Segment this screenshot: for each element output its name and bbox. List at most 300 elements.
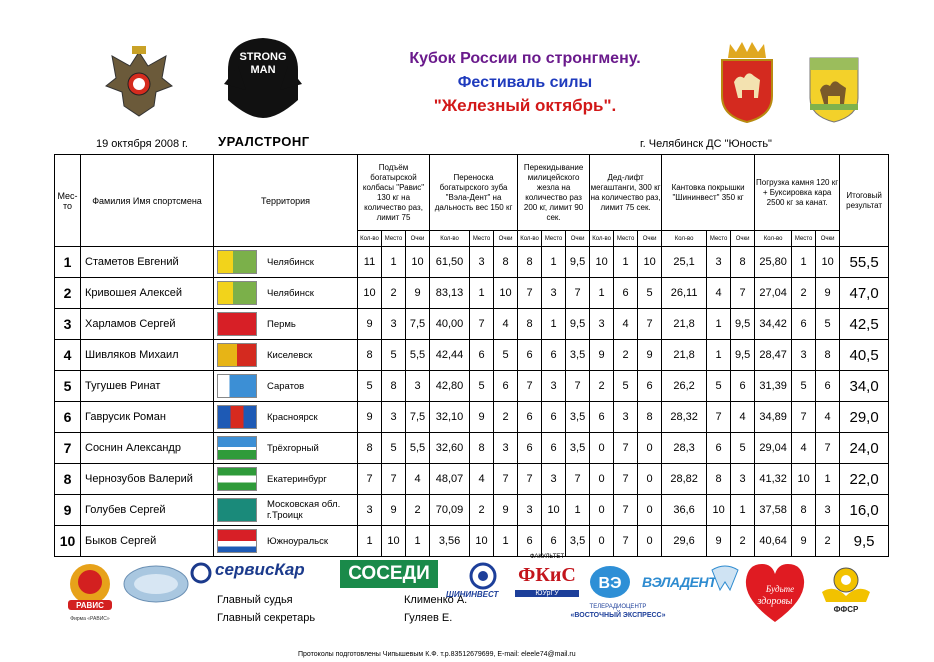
territory-label: Московская обл. г.Троицк [267,499,341,521]
count-cell: 7 [358,464,382,495]
sponsors-strip [60,554,880,630]
subheader-place: Место [614,231,638,247]
count-cell: 9 [590,340,614,371]
count-cell: 6 [518,340,542,371]
territory-label: Челябинск [267,256,314,268]
fkis-top: ФАКУЛЬТЕТ [529,554,565,560]
count-cell: 42,44 [430,340,470,371]
count-cell: 0 [590,526,614,557]
table-row [55,495,889,526]
subheader-points: Очки [406,231,430,247]
count-cell: 41,32 [755,464,792,495]
total-result-cell: 9,5 [840,526,889,557]
points-cell: 1 [406,526,430,557]
place-cell: 5 [55,371,81,402]
points-cell: 3,5 [566,402,590,433]
event-place-cell: 2 [382,278,406,309]
event-place-cell: 5 [382,340,406,371]
territory-flag-icon [217,250,257,274]
event-place-cell: 5 [792,371,816,402]
count-cell: 2 [590,371,614,402]
heart-logo [742,562,808,624]
event-place-cell: 10 [470,526,494,557]
territory-flag-icon [217,312,257,336]
count-cell: 6 [518,526,542,557]
points-cell: 0 [638,433,662,464]
chelyabinsk-oblast-crest [716,40,778,124]
event-place-cell: 3 [792,340,816,371]
points-cell: 10 [638,247,662,278]
event-place-cell: 2 [614,340,638,371]
count-cell: 7 [518,371,542,402]
points-cell: 4 [731,402,755,433]
event-place-cell: 6 [542,526,566,557]
subheader-place: Место [382,231,406,247]
points-cell: 6 [494,371,518,402]
subheader-place: Место [470,231,494,247]
count-cell: 21,8 [662,309,707,340]
athlete-name-cell: Стаметов Евгений [81,247,214,278]
points-cell: 7 [494,464,518,495]
shininvest-logo: ШИНИНВЕСТ [446,590,499,599]
territory-flag-icon [217,343,257,367]
event-place-cell: 2 [792,278,816,309]
territory-cell [214,371,358,402]
veladent-logo: ВЭЛАДЕНТ [642,574,717,590]
place-cell: 7 [55,433,81,464]
event-place-cell: 8 [382,371,406,402]
secretary-label: Главный секретарь [217,612,316,624]
territory-cell [214,495,358,526]
territory-label: Южноуральск [267,535,328,547]
tv-line-1: ТЕЛЕРАДИОЦЕНТР [589,604,647,610]
territory-label: Пермь [267,318,296,330]
event-place-cell: 4 [470,464,494,495]
points-cell: 0 [638,495,662,526]
athlete-name-cell: Тугушев Ринат [81,371,214,402]
points-cell: 7,5 [406,402,430,433]
header-event-6: Погрузка камня 120 кг + Буксировка кара 2500 кг за канат. [755,155,840,231]
event-place-cell: 10 [792,464,816,495]
territory-flag-icon [217,467,257,491]
table-row [55,433,889,464]
event-place-cell: 3 [542,464,566,495]
territory-flag-icon [217,374,257,398]
count-cell: 6 [518,433,542,464]
count-cell: 3 [518,495,542,526]
count-cell: 40,00 [430,309,470,340]
count-cell: 26,2 [662,371,707,402]
event-place-cell: 8 [470,433,494,464]
event-place-cell: 6 [542,402,566,433]
territory-cell [214,402,358,433]
total-result-cell: 29,0 [840,402,889,433]
points-cell: 6 [816,371,840,402]
ffsr-logo [818,562,874,616]
count-cell: 27,04 [755,278,792,309]
territory-label: Саратов [267,380,305,392]
event-place-cell: 10 [707,495,731,526]
event-place-cell: 1 [470,278,494,309]
event-place-cell: 6 [707,433,731,464]
count-cell: 0 [590,495,614,526]
event-place-cell: 1 [707,309,731,340]
points-cell: 2 [406,495,430,526]
athlete-name-cell: Кривошея Алексей [81,278,214,309]
points-cell: 0 [638,526,662,557]
subheader-points: Очки [566,231,590,247]
points-cell: 5,5 [406,433,430,464]
count-cell: 7 [518,464,542,495]
header-name: Фамилия Имя спортсмена [81,155,214,247]
header-result: Итоговый результат [840,155,889,247]
event-place-cell: 1 [792,247,816,278]
shininvest-logo-mark [458,562,508,590]
event-place-cell: 3 [382,309,406,340]
count-cell: 1 [590,278,614,309]
subheader-points: Очки [816,231,840,247]
points-cell: 5 [494,340,518,371]
count-cell: 3,56 [430,526,470,557]
subheader-count: Кол-во [755,231,792,247]
points-cell: 5 [731,433,755,464]
count-cell: 3 [590,309,614,340]
points-cell: 0 [638,464,662,495]
event-place-cell: 7 [470,309,494,340]
event-place-cell: 1 [542,247,566,278]
total-result-cell: 22,0 [840,464,889,495]
judge-label: Главный судья [217,594,293,606]
event-place-cell: 4 [792,433,816,464]
event-place-cell: 4 [614,309,638,340]
points-cell: 7 [566,464,590,495]
subheader-count: Кол-во [358,231,382,247]
event-place-cell: 3 [707,247,731,278]
subheader-count: Кол-во [662,231,707,247]
points-cell: 4 [494,309,518,340]
total-result-cell: 34,0 [840,371,889,402]
count-cell: 8 [518,309,542,340]
points-cell: 3 [816,495,840,526]
subheader-place: Место [792,231,816,247]
points-cell: 7 [566,371,590,402]
points-cell: 2 [816,526,840,557]
points-cell: 10 [494,278,518,309]
table-row [55,464,889,495]
subheader-count: Кол-во [518,231,542,247]
table-row [55,278,889,309]
territory-cell [214,433,358,464]
points-cell: 1 [494,526,518,557]
points-cell: 8 [731,247,755,278]
points-cell: 6 [731,371,755,402]
event-place-cell: 7 [614,464,638,495]
svg-text:ВЭ: ВЭ [598,575,622,592]
count-cell: 9 [358,309,382,340]
table-row [55,371,889,402]
event-place-cell: 10 [542,495,566,526]
event-place-cell: 10 [382,526,406,557]
event-place-cell: 6 [542,433,566,464]
count-cell: 61,50 [430,247,470,278]
fkis-logo: ФКиС [518,564,576,586]
points-cell: 8 [638,402,662,433]
count-cell: 0 [590,464,614,495]
points-cell: 9,5 [566,247,590,278]
event-place-cell: 7 [382,464,406,495]
header-event-2: Переноска богатырского зуба "Вэла-Дент" на дальность вес 150 кг [430,155,518,231]
total-result-cell: 55,5 [840,247,889,278]
event-place-cell: 5 [614,371,638,402]
territory-flag-icon [217,436,257,460]
points-cell: 5,5 [406,340,430,371]
header-event-3: Перекидывание милицейского жезла на количество раз 200 кг, лимит 90 сек. [518,155,590,231]
points-cell: 9,5 [731,340,755,371]
count-cell: 29,04 [755,433,792,464]
total-result-cell: 24,0 [840,433,889,464]
subheader-points: Очки [638,231,662,247]
header-territory: Территория [214,155,358,247]
count-cell: 25,80 [755,247,792,278]
oval-sponsor-logo [122,564,190,604]
event-place-cell: 6 [470,340,494,371]
event-place-cell: 9 [707,526,731,557]
count-cell: 48,07 [430,464,470,495]
count-cell: 70,09 [430,495,470,526]
event-place-cell: 4 [707,278,731,309]
place-cell: 3 [55,309,81,340]
total-result-cell: 40,5 [840,340,889,371]
place-cell: 9 [55,495,81,526]
points-cell: 3 [406,371,430,402]
territory-cell [214,309,358,340]
athlete-name-cell: Быков Сергей [81,526,214,557]
strongman-text-2: MAN [250,64,276,76]
count-cell: 28,32 [662,402,707,433]
points-cell: 7,5 [406,309,430,340]
table-row [55,309,889,340]
territory-label: Киселевск [267,349,313,361]
territory-flag-icon [217,498,257,522]
title-festival: Фестиваль силы [457,74,593,91]
servis-icon [190,562,212,584]
points-cell: 3,5 [566,340,590,371]
territory-flag-icon [217,281,257,305]
count-cell: 5 [358,371,382,402]
fkis-bottom: ЮУрГУ [515,590,579,597]
territory-label: Челябинск [267,287,314,299]
points-cell: 9,5 [731,309,755,340]
heart-text-1: Будьте [765,584,795,594]
count-cell: 34,89 [755,402,792,433]
event-place-cell: 6 [614,278,638,309]
points-cell: 4 [406,464,430,495]
place-cell: 1 [55,247,81,278]
total-result-cell: 47,0 [840,278,889,309]
event-place-cell: 3 [614,402,638,433]
event-place-cell: 6 [792,309,816,340]
event-place-cell: 7 [614,495,638,526]
territory-cell [214,340,358,371]
points-cell: 3 [731,464,755,495]
territory-flag-icon [217,529,257,553]
points-cell: 7 [816,433,840,464]
count-cell: 37,58 [755,495,792,526]
sosedi-logo: СОСЕДИ [340,560,438,588]
count-cell: 28,47 [755,340,792,371]
points-cell: 5 [638,278,662,309]
event-place-cell: 9 [792,526,816,557]
count-cell: 1 [358,526,382,557]
count-cell: 21,8 [662,340,707,371]
event-place-cell: 2 [470,495,494,526]
points-cell: 10 [816,247,840,278]
total-result-cell: 42,5 [840,309,889,340]
place-cell: 8 [55,464,81,495]
event-place-cell: 1 [542,309,566,340]
count-cell: 28,82 [662,464,707,495]
points-cell: 9 [816,278,840,309]
total-result-cell: 16,0 [840,495,889,526]
subheader-place: Место [707,231,731,247]
territory-cell [214,247,358,278]
table-row [55,526,889,557]
count-cell: 0 [590,433,614,464]
count-cell: 8 [358,433,382,464]
chelyabinsk-city-crest [806,48,862,124]
points-cell: 1 [816,464,840,495]
table-row [55,402,889,433]
points-cell: 9,5 [566,309,590,340]
points-cell: 9 [494,495,518,526]
event-place-cell: 3 [470,247,494,278]
count-cell: 32,60 [430,433,470,464]
count-cell: 9 [358,402,382,433]
athlete-name-cell: Голубев Сергей [81,495,214,526]
athlete-name-cell: Чернозубов Валерий [81,464,214,495]
count-cell: 31,39 [755,371,792,402]
points-cell: 3,5 [566,433,590,464]
count-cell: 6 [518,402,542,433]
points-cell: 6 [638,371,662,402]
event-place-cell: 8 [792,495,816,526]
points-cell: 3 [494,433,518,464]
event-date: 19 октября 2008 г. [96,138,188,150]
territory-flag-icon [217,405,257,429]
event-place-cell: 6 [542,340,566,371]
event-place-cell: 7 [707,402,731,433]
event-place-cell: 7 [614,433,638,464]
event-place-cell: 7 [614,526,638,557]
russia-eagle-emblem [100,42,178,122]
header-event-5: Кантовка покрышки "Шининвест" 350 кг [662,155,755,231]
event-place-cell: 5 [470,371,494,402]
points-cell: 2 [494,402,518,433]
points-cell: 4 [816,402,840,433]
event-place-cell: 5 [382,433,406,464]
points-cell: 9 [638,340,662,371]
points-cell: 1 [731,495,755,526]
results-table [54,154,889,557]
territory-cell [214,526,358,557]
judge-name: Клименко А. [404,594,468,606]
count-cell: 25,1 [662,247,707,278]
territory-label: Красноярск [267,411,318,423]
subheader-place: Место [542,231,566,247]
count-cell: 42,80 [430,371,470,402]
count-cell: 36,6 [662,495,707,526]
territory-label: Екатеринбург [267,473,327,485]
event-place-cell: 7 [792,402,816,433]
count-cell: 3 [358,495,382,526]
header-event-4: Дед-лифт мегаштанги, 300 кг на количество раз, лимит 75 сек. [590,155,662,231]
vostochny-express-logo [588,564,632,600]
points-cell: 9 [406,278,430,309]
place-cell: 10 [55,526,81,557]
count-cell: 10 [358,278,382,309]
athlete-name-cell: Гаврусик Роман [81,402,214,433]
points-cell: 7 [638,309,662,340]
athlete-name-cell: Харламов Сергей [81,309,214,340]
ravis-subtext: Фирма «РАВИС» [70,616,110,622]
strongman-logo [218,30,308,120]
count-cell: 6 [590,402,614,433]
points-cell: 1 [566,495,590,526]
place-cell: 2 [55,278,81,309]
servis-logo: сервисКар [215,560,305,579]
count-cell: 8 [358,340,382,371]
points-cell: 8 [494,247,518,278]
territory-label: Трёхгорный [267,442,319,454]
event-place-cell: 9 [470,402,494,433]
count-cell: 29,6 [662,526,707,557]
secretary-name: Гуляев Е. [404,612,453,624]
count-cell: 11 [358,247,382,278]
points-cell: 7 [731,278,755,309]
count-cell: 10 [590,247,614,278]
athlete-name-cell: Шивляков Михаил [81,340,214,371]
territory-cell [214,278,358,309]
points-cell: 3,5 [566,526,590,557]
points-cell: 10 [406,247,430,278]
count-cell: 7 [518,278,542,309]
count-cell: 32,10 [430,402,470,433]
points-cell: 5 [816,309,840,340]
tooth-icon [708,564,742,592]
event-place-cell: 1 [382,247,406,278]
table-row [55,247,889,278]
event-place-cell: 9 [382,495,406,526]
tv-line-2: «ВОСТОЧНЫЙ ЭКСПРЕСС» [570,612,666,619]
event-place-cell: 1 [707,340,731,371]
subheader-count: Кол-во [590,231,614,247]
ravis-logo [62,560,118,624]
points-cell: 7 [566,278,590,309]
place-cell: 4 [55,340,81,371]
place-cell: 6 [55,402,81,433]
points-cell: 8 [816,340,840,371]
event-place-cell: 8 [707,464,731,495]
table-row [55,340,889,371]
event-place-cell: 3 [382,402,406,433]
event-venue: г. Челябинск ДС "Юность" [640,138,772,150]
title-cup: Кубок России по стронгмену. [409,50,641,67]
strongman-text-1: STRONG [239,51,287,63]
uralstrong-brand: УРАЛСТРОНГ [218,134,310,149]
count-cell: 28,3 [662,433,707,464]
count-cell: 34,42 [755,309,792,340]
ravis-text: РАВИС [76,601,104,610]
